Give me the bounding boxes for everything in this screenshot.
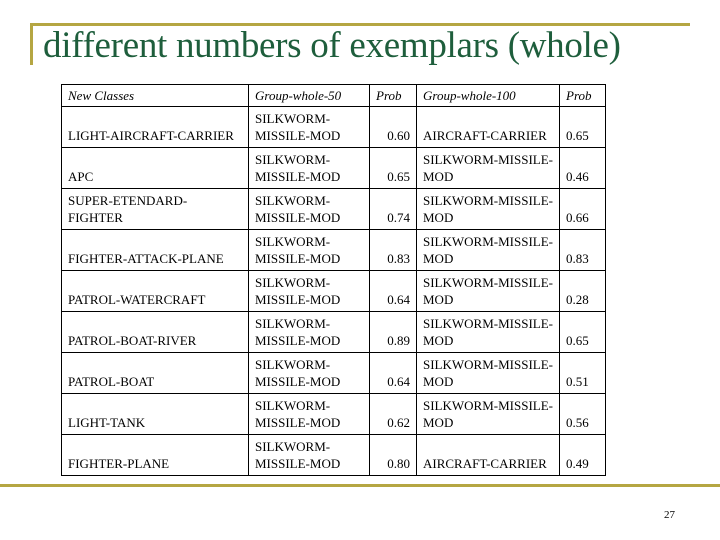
prob-100-cell: 0.65 [560, 107, 606, 148]
prob-100-cell: 0.66 [560, 189, 606, 230]
prob-100-cell: 0.51 [560, 353, 606, 394]
group-whole-100-cell: SILKWORM-MISSILE-MOD [417, 394, 560, 435]
table-row [62, 189, 606, 230]
table-row [62, 230, 606, 271]
new-class-cell: FIGHTER-ATTACK-PLANE [62, 230, 249, 271]
table-row [62, 271, 606, 312]
group-whole-100-cell: AIRCRAFT-CARRIER [417, 435, 560, 476]
prob-100-cell: 0.65 [560, 312, 606, 353]
table-row [62, 312, 606, 353]
table-row [62, 394, 606, 435]
new-class-cell: LIGHT-TANK [62, 394, 249, 435]
group-whole-100-cell: SILKWORM-MISSILE-MOD [417, 312, 560, 353]
group-whole-50-cell: SILKWORM-MISSILE-MOD [249, 312, 370, 353]
table-row [62, 435, 606, 476]
slide-title: different numbers of exemplars (whole) [43, 25, 621, 66]
new-class-cell: PATROL-BOAT [62, 353, 249, 394]
new-class-cell: PATROL-WATERCRAFT [62, 271, 249, 312]
group-whole-100-cell: SILKWORM-MISSILE-MOD [417, 271, 560, 312]
group-whole-50-cell: SILKWORM-MISSILE-MOD [249, 148, 370, 189]
bottom-rule [0, 484, 720, 487]
table-header-row [62, 85, 606, 107]
prob-50-cell: 0.64 [370, 353, 417, 394]
header-group-whole-50: Group-whole-50 [249, 85, 370, 107]
prob-100-cell: 0.46 [560, 148, 606, 189]
new-class-cell: SUPER-ETENDARD-FIGHTER [62, 189, 249, 230]
table-row [62, 107, 606, 148]
group-whole-50-cell: SILKWORM-MISSILE-MOD [249, 230, 370, 271]
group-whole-100-cell: SILKWORM-MISSILE-MOD [417, 148, 560, 189]
prob-50-cell: 0.65 [370, 148, 417, 189]
prob-50-cell: 0.74 [370, 189, 417, 230]
prob-50-cell: 0.62 [370, 394, 417, 435]
prob-100-cell: 0.83 [560, 230, 606, 271]
header-prob-50: Prob [370, 85, 417, 107]
group-whole-100-cell: SILKWORM-MISSILE-MOD [417, 189, 560, 230]
group-whole-100-cell: SILKWORM-MISSILE-MOD [417, 230, 560, 271]
table-row [62, 148, 606, 189]
prob-100-cell: 0.56 [560, 394, 606, 435]
header-group-whole-100: Group-whole-100 [417, 85, 560, 107]
group-whole-50-cell: SILKWORM-MISSILE-MOD [249, 107, 370, 148]
new-class-cell: FIGHTER-PLANE [62, 435, 249, 476]
new-class-cell: LIGHT-AIRCRAFT-CARRIER [62, 107, 249, 148]
group-whole-100-cell: SILKWORM-MISSILE-MOD [417, 353, 560, 394]
left-rule [30, 23, 33, 65]
results-table [61, 84, 606, 476]
group-whole-50-cell: SILKWORM-MISSILE-MOD [249, 353, 370, 394]
header-prob-100: Prob [560, 85, 606, 107]
prob-100-cell: 0.28 [560, 271, 606, 312]
header-new-classes: New Classes [62, 85, 249, 107]
prob-50-cell: 0.89 [370, 312, 417, 353]
group-whole-50-cell: SILKWORM-MISSILE-MOD [249, 435, 370, 476]
group-whole-100-cell: AIRCRAFT-CARRIER [417, 107, 560, 148]
prob-50-cell: 0.60 [370, 107, 417, 148]
prob-50-cell: 0.83 [370, 230, 417, 271]
group-whole-50-cell: SILKWORM-MISSILE-MOD [249, 271, 370, 312]
table-row [62, 353, 606, 394]
new-class-cell: PATROL-BOAT-RIVER [62, 312, 249, 353]
group-whole-50-cell: SILKWORM-MISSILE-MOD [249, 189, 370, 230]
prob-50-cell: 0.64 [370, 271, 417, 312]
prob-100-cell: 0.49 [560, 435, 606, 476]
prob-50-cell: 0.80 [370, 435, 417, 476]
new-class-cell: APC [62, 148, 249, 189]
page-number: 27 [664, 509, 675, 521]
group-whole-50-cell: SILKWORM-MISSILE-MOD [249, 394, 370, 435]
